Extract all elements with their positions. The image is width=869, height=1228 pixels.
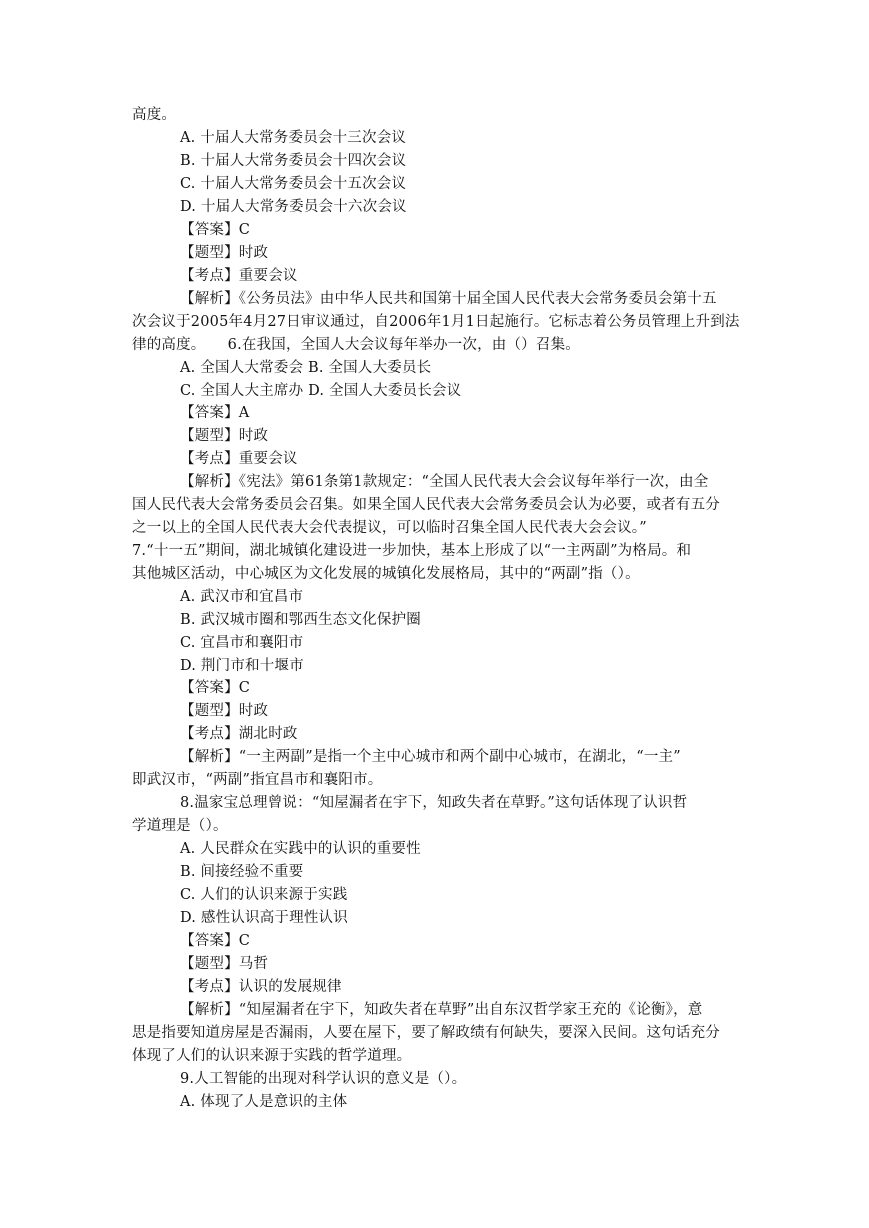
text-line: 体现了人们的认识来源于实践的哲学道理。 (132, 1048, 412, 1064)
text-line: 律的高度。 6.在我国，全国人大会议每年举办一次，由（）召集。 (132, 337, 580, 353)
text-line: A. 十届人大常务委员会十三次会议 (180, 130, 407, 146)
text-line: 【考点】认识的发展规律 (180, 979, 342, 995)
text-line: 【解析】“知屋漏者在宇下，知政失者在草野”出自东汉哲学家王充的《论衡》，意 (180, 1002, 703, 1018)
text-line: A. 全国人大常委会 B. 全国人大委员长 (180, 360, 432, 376)
text-line: 【解析】《公务员法》由中华人民共和国第十届全国人民代表大会常务委员会第十五 (180, 291, 717, 307)
text-line: 【题型】时政 (180, 703, 269, 719)
text-line: D. 感性认识高于理性认识 (180, 910, 348, 926)
text-line: 【题型】马哲 (180, 956, 269, 972)
text-line: C. 十届人大常务委员会十五次会议 (180, 176, 407, 192)
text-line: 思是指要知道房屋是否漏雨，人要在屋下，要了解政绩有何缺失，要深入民间。这句话充分 (132, 1025, 720, 1041)
text-line: 【答案】C (180, 680, 251, 696)
text-line: 【解析】“一主两副”是指一个主中心城市和两个副中心城市，在湖北，“一主” (180, 749, 681, 765)
text-line: 9.人工智能的出现对科学认识的意义是（）。 (180, 1071, 467, 1087)
text-line: 学道理是（）。 (132, 818, 228, 834)
text-line: 7.“十一五”期间，湖北城镇化建设进一步加快，基本上形成了以“一主两副”为格局。和 (132, 543, 692, 559)
text-line: 【考点】湖北时政 (180, 726, 298, 742)
text-line: D. 十届人大常务委员会十六次会议 (180, 199, 407, 215)
text-line: 【考点】重要会议 (180, 268, 298, 284)
text-line: 【答案】A (180, 405, 250, 421)
text-line: 次会议于2005年4月27日审议通过，自2006年1月1日起施行。它标志着公务员管理上升到法 (132, 314, 740, 330)
text-line: 8.温家宝总理曾说：“知屋漏者在宇下，知政失者在草野。”这句话体现了认识哲 (180, 795, 688, 811)
text-line: C. 人们的认识来源于实践 (180, 887, 348, 903)
text-line: 【题型】时政 (180, 245, 269, 261)
text-line: 【考点】重要会议 (180, 451, 298, 467)
text-line: A. 武汉市和宜昌市 (180, 589, 304, 605)
text-line: D. 荆门市和十堰市 (180, 658, 304, 674)
text-line: 之一以上的全国人民代表大会代表提议，可以临时召集全国人民代表大会会议。” (132, 520, 647, 536)
text-line: 【答案】C (180, 222, 251, 238)
text-line: 【解析】《宪法》第61条第1款规定：“全国人民代表大会会议每年举行一次，由全 (180, 474, 709, 490)
text-line: 国人民代表大会常务委员会召集。如果全国人民代表大会常务委员会认为必要，或者有五分 (132, 497, 720, 513)
text-line: B. 十届人大常务委员会十四次会议 (180, 153, 407, 169)
text-line: 【题型】时政 (180, 428, 269, 444)
text-line: A. 体现了人是意识的主体 (180, 1094, 348, 1110)
text-line: A. 人民群众在实践中的认识的重要性 (180, 841, 421, 857)
text-line: C. 全国人大主席办 D. 全国人大委员长会议 (180, 383, 462, 399)
text-line: B. 间接经验不重要 (180, 864, 304, 880)
text-line: B. 武汉城市圈和鄂西生态文化保护圈 (180, 612, 421, 628)
text-line: 高度。 (132, 107, 177, 123)
text-line: 【答案】C (180, 933, 251, 949)
text-line: 即武汉市，“两副”指宜昌市和襄阳市。 (132, 772, 383, 788)
text-line: C. 宜昌市和襄阳市 (180, 635, 304, 651)
text-line: 其他城区活动，中心城区为文化发展的城镇化发展格局，其中的“两副”指（）。 (132, 566, 640, 582)
